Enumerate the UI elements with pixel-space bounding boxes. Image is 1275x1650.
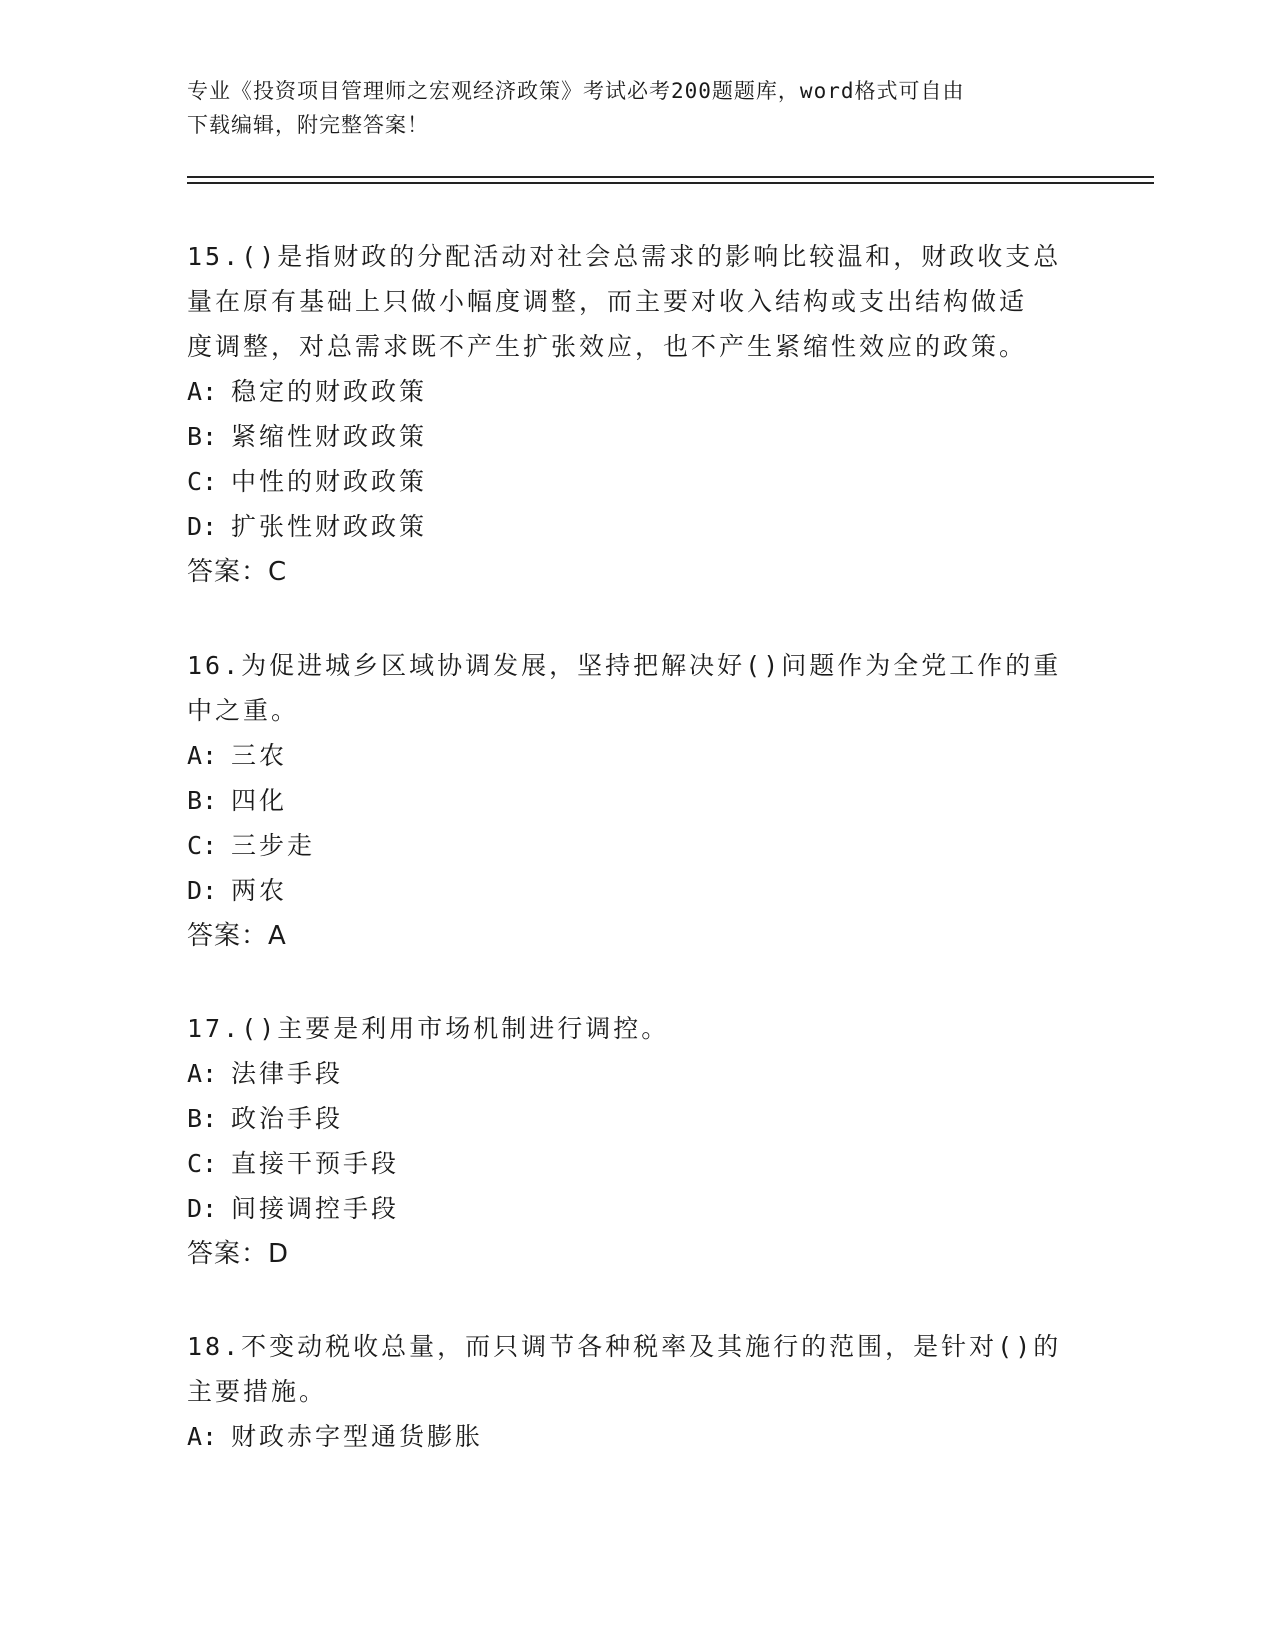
option-a bbox=[187, 733, 1087, 778]
option-letter: A: bbox=[187, 1422, 218, 1451]
option-c bbox=[187, 459, 1087, 504]
option-letter: A: bbox=[187, 377, 218, 406]
question-stem bbox=[187, 643, 1087, 733]
stem-line: 16.为促进城乡区域协调发展，坚持把解决好()问题作为全党工作的重 bbox=[187, 651, 1062, 680]
option-text: 中性的财政政策 bbox=[231, 467, 428, 496]
option-letter: B: bbox=[187, 786, 218, 815]
option-text: 紧缩性财政政策 bbox=[231, 422, 428, 451]
option-letter: D: bbox=[187, 512, 218, 541]
option-d bbox=[187, 1186, 1087, 1231]
option-b bbox=[187, 1096, 1087, 1141]
option-text: 间接调控手段 bbox=[231, 1194, 400, 1223]
stem-line: 15.()是指财政的分配活动对社会总需求的影响比较温和，财政收支总 bbox=[187, 242, 1062, 271]
answer-line: 答案：D bbox=[187, 1239, 290, 1269]
document-header bbox=[187, 74, 1087, 142]
question-stem bbox=[187, 1006, 1087, 1051]
header-line-2: 下载编辑，附完整答案！ bbox=[187, 113, 429, 137]
option-letter: C: bbox=[187, 1149, 218, 1178]
question-stem bbox=[187, 1324, 1087, 1414]
option-text: 直接干预手段 bbox=[231, 1149, 400, 1178]
answer-line: 答案：C bbox=[187, 557, 288, 587]
option-letter: B: bbox=[187, 422, 218, 451]
question-17 bbox=[187, 1006, 1087, 1277]
option-text: 财政赤字型通货膨胀 bbox=[231, 1422, 484, 1451]
option-text: 三步走 bbox=[231, 831, 316, 860]
stem-line: 中之重。 bbox=[187, 696, 300, 725]
stem-line: 18.不变动税收总量，而只调节各种税率及其施行的范围，是针对()的 bbox=[187, 1332, 1062, 1361]
option-a bbox=[187, 369, 1087, 414]
option-a bbox=[187, 1414, 1087, 1459]
option-letter: B: bbox=[187, 1104, 218, 1133]
option-text: 扩张性财政政策 bbox=[231, 512, 428, 541]
option-letter: C: bbox=[187, 831, 218, 860]
stem-line: 量在原有基础上只做小幅度调整，而主要对收入结构或支出结构做适 bbox=[187, 287, 1028, 316]
option-letter: A: bbox=[187, 1059, 218, 1088]
option-b bbox=[187, 778, 1087, 823]
option-letter: C: bbox=[187, 467, 218, 496]
question-15 bbox=[187, 234, 1087, 595]
option-d bbox=[187, 868, 1087, 913]
option-text: 法律手段 bbox=[231, 1059, 344, 1088]
option-letter: D: bbox=[187, 1194, 218, 1223]
option-text: 政治手段 bbox=[231, 1104, 344, 1133]
option-text: 稳定的财政政策 bbox=[231, 377, 428, 406]
stem-line: 主要措施。 bbox=[187, 1377, 328, 1406]
option-letter: A: bbox=[187, 741, 218, 770]
option-d bbox=[187, 504, 1087, 549]
option-c bbox=[187, 1141, 1087, 1186]
option-letter: D: bbox=[187, 876, 218, 905]
option-text: 四化 bbox=[231, 786, 288, 815]
stem-line: 度调整，对总需求既不产生扩张效应，也不产生紧缩性效应的政策。 bbox=[187, 332, 1028, 361]
answer-line: 答案：A bbox=[187, 921, 287, 951]
header-line-1: 专业《投资项目管理师之宏观经济政策》考试必考200题题库，word格式可自由 bbox=[187, 79, 965, 103]
option-text: 两农 bbox=[231, 876, 288, 905]
header-divider-bottom bbox=[187, 182, 1154, 184]
stem-line: 17.()主要是利用市场机制进行调控。 bbox=[187, 1014, 670, 1043]
question-16 bbox=[187, 643, 1087, 959]
option-a bbox=[187, 1051, 1087, 1096]
question-18 bbox=[187, 1324, 1087, 1459]
header-divider-top bbox=[187, 176, 1154, 178]
option-b bbox=[187, 414, 1087, 459]
option-text: 三农 bbox=[231, 741, 288, 770]
question-stem bbox=[187, 234, 1087, 369]
option-c bbox=[187, 823, 1087, 868]
